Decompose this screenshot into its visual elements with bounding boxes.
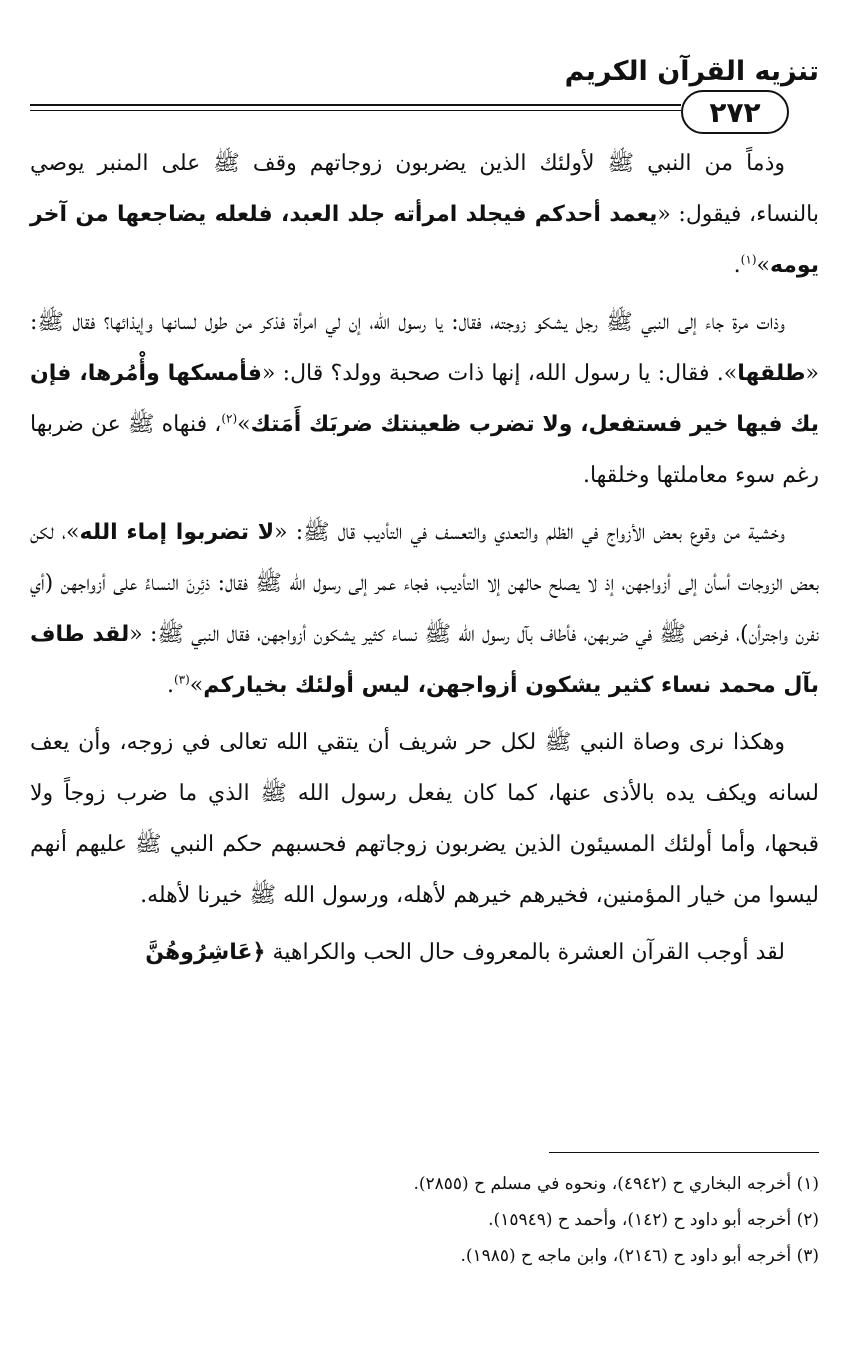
p1-text-1: وذماً من النبي ﷺ لأولئك الذين يضربون زوجاتهم وقف ﷺ على المنبر يوصي بالنساء، فيقول: « (30, 151, 819, 227)
p2-hadith-quote-2: فأمسكها وأْمُرها، فإن يك فيها خير فستفعل، ولا تضرب ظعينتك ضربَك أَمَتك (30, 361, 819, 437)
p2-text-2: ». فقال: يا رسول الله، إنها ذات صحبة وولد؟ قال: « (261, 361, 738, 386)
header-rule-thin (30, 110, 681, 111)
p3-hadith-quote-2: لقد طاف بآل محمد نساء كثير يشكون أزواجهن، ليس أولئك بخياركم (30, 622, 819, 698)
p1-hadith-quote: يعمد أحدكم فيجلد امرأته جلد العبد، فلعله يضاجعها من آخر يومه (30, 202, 819, 278)
p5-text-1: لقد أوجب القرآن العشرة بالمعروف حال الحب والكراهية (265, 940, 785, 965)
footnote-separator (549, 1152, 819, 1153)
paragraph-5 (30, 927, 819, 978)
page-number: ٢٧٢ (681, 90, 789, 134)
p5-quran-quote: ﴿عَاشِرُوهُنَّ (145, 940, 266, 965)
p1-text-3: . (733, 253, 741, 278)
p3-text-3: » (189, 673, 204, 698)
footnote-ref-1[interactable]: (١) (740, 252, 757, 267)
paragraph-4 (30, 717, 819, 921)
p3-text-1: وخشية من وقوع بعض الأزواج في الظلم والتعدي والتعسف في التأديب قال ﷺ: « (274, 520, 786, 545)
paragraph-2 (30, 297, 819, 501)
p2-text-3: » (237, 412, 251, 437)
footnotes (30, 1166, 819, 1274)
running-title: تنزيه القرآن الكريم (564, 56, 819, 87)
p2-text-4: ، فنهاه ﷺ عن ضربها رغم سوء معاملتها وخلقها. (30, 412, 819, 488)
footnote-3: (٣) أخرجه أبو داود ح (٢١٤٦)، وابن ماجه ح (١٩٨٥). (460, 1246, 819, 1266)
footnote-2: (٢) أخرجه أبو داود ح (١٤٢)، وأحمد ح (١٥٩٤٩). (488, 1210, 819, 1230)
header-rule (30, 104, 681, 106)
footnote-ref-3[interactable]: (٣) (173, 672, 190, 687)
p3-text-4: . (166, 673, 174, 698)
p2-text-1: وذات مرة جاء إلى النبي ﷺ رجل يشكو زوجته، فقال: يا رسول الله، إن لي امرأة فذكر من طول لسانها وإيذائها؟ فقال ﷺ: « (30, 310, 819, 386)
p3-hadith-quote-1: لا تضربوا إماء الله (79, 520, 275, 545)
footnote-1: (١) أخرجه البخاري ح (٤٩٤٢)، ونحوه في مسلم ح (٢٨٥٥). (413, 1174, 819, 1194)
p4-text-1: وهكذا نرى وصاة النبي ﷺ لكل حر شريف أن يتقي الله تعالى في زوجه، وأن يعف لسانه ويكف يده بالأذى عنها، كما كان يفعل رسول الله ﷺ الذي ما ضرب زوجاً ولا قبحها، وأما أولئك المسيئون الذين يضربون زوجاتهم فحسبهم حكم النبي ﷺ عليهم أنهم ليسوا من خيار المؤمنين، فخيرهم خيرهم لأهله، ورسول الله ﷺ خيرنا لأهله. (30, 730, 819, 908)
p2-hadith-quote-1: طلقها (737, 361, 806, 386)
paragraph-3 (30, 507, 819, 711)
p3-text-2: »، لكن بعض الزوجات أسأن إلى أزواجهن، إذ لا يصلح حالهن إلا التأديب، فجاء عمر إلى رسول الله ﷺ فقال: ذئِرنَ النساءُ على أزواجهن (أي نفرن واجترأن)، فرخص ﷺ في ضربهن، فأطاف بآل رسول الله ﷺ نساء كثير يشكون أزواجهن، فقال النبي ﷺ: « (30, 520, 820, 647)
p1-text-2: » (756, 253, 770, 278)
body-text (30, 138, 819, 984)
footnote-ref-2[interactable]: (٢) (221, 411, 238, 426)
paragraph-1 (30, 138, 819, 291)
